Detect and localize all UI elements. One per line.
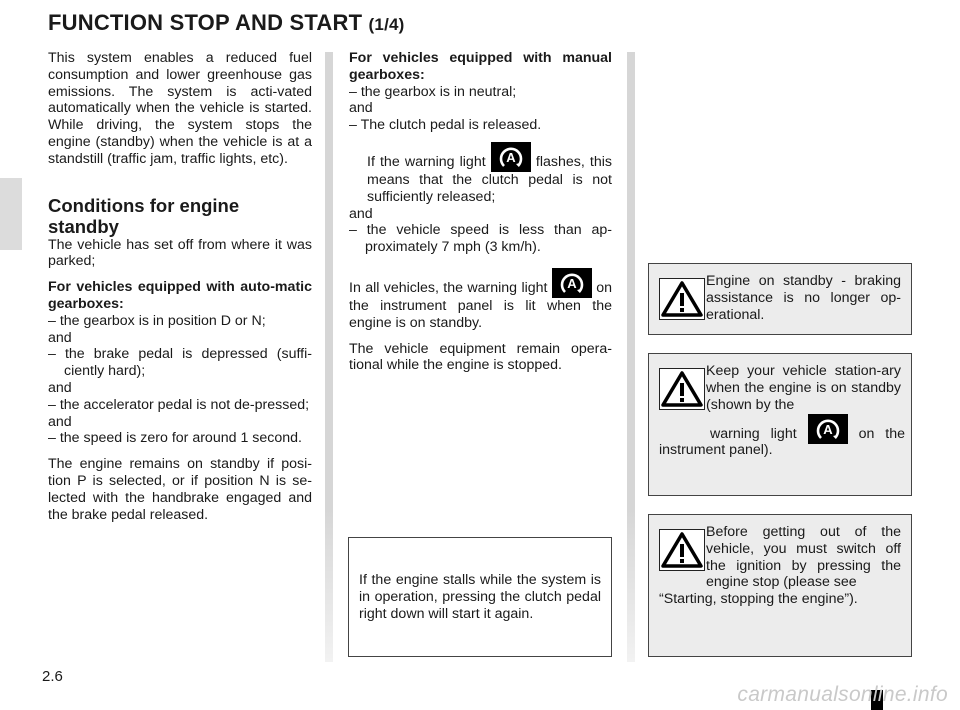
page-title [48, 10, 405, 36]
warning-box-ignition [648, 514, 912, 657]
auto-condition-3: – the accelerator pedal is not de-pressed; [48, 396, 310, 413]
warning-triangle-icon [659, 278, 705, 320]
warning-box-stationary [648, 353, 912, 496]
svg-text:A: A [506, 149, 516, 165]
warning-text-end: instrument panel). [659, 442, 773, 458]
title-text: FUNCTION STOP AND START [48, 10, 363, 35]
column-divider-right [627, 52, 635, 662]
auto-condition-2: – the brake pedal is depressed (suffi-ciently hard); [48, 346, 312, 380]
auto-condition-1: – the gearbox is in position D or N; [48, 312, 266, 329]
warning-triangle-icon [659, 529, 705, 571]
clutch-warning-paragraph [349, 142, 612, 206]
svg-text:A: A [567, 275, 577, 291]
all-vehicles-text-pre: In all vehicles, the warning light [349, 279, 548, 296]
manual-condition-1: – the gearbox is in neutral; [349, 83, 517, 100]
warning-text-ignition: Before getting out of the vehicle, you must switch off the ignition by pressing the engine stop (please see [706, 524, 901, 591]
and-text: and [48, 413, 72, 430]
stall-note-box [348, 537, 612, 657]
watermark: carmanualsonline.info [737, 683, 948, 706]
intro-paragraph: This system enables a reduced fuel consumption and lower greenhouse gas emissions. The system is acti-vated automatically when the vehicle is started. While driving, the system stops the engine (standby) when the vehicle is at a standstill (traffic jam, traffic lights, etc). [48, 50, 312, 167]
warning-text-braking: Engine on standby - braking assistance is no longer op-erational. [706, 273, 901, 323]
auto-stop-a-icon [491, 142, 531, 172]
warning-triangle-icon [659, 368, 705, 410]
left-column [48, 50, 312, 523]
warning-light-text-post: flashes, this means that the clutch pedal is not sufficiently released; [367, 153, 612, 205]
warning-text-ignition-end: “Starting, stopping the engine”). [659, 591, 858, 607]
warning-text-stationary: Keep your vehicle station-ary when the engine is on standby (shown by the [706, 363, 901, 413]
title-part: (1/4) [368, 15, 405, 34]
all-vehicles-text-post: on the instrument panel is lit when the engine is on standby. [349, 279, 612, 331]
page-number: 2.6 [42, 668, 63, 685]
column-divider-left [325, 52, 333, 662]
section-tab [0, 178, 22, 250]
middle-column [349, 50, 612, 374]
standby-note: The engine remains on standby if posi-tion P is selected, or if position N is se-lected with the handbrake engaged and the brake pedal released. [48, 456, 312, 523]
and-text: and [48, 379, 72, 396]
equipment-paragraph: The vehicle equipment remain opera-tional while the engine is stopped. [349, 340, 612, 374]
all-vehicles-paragraph [349, 268, 612, 332]
auto-condition-4: – the speed is zero for around 1 second. [48, 430, 302, 447]
and-text: and [349, 100, 373, 117]
warning-light-text-pre: If the warning light [367, 153, 486, 170]
warning-box-braking [648, 263, 912, 335]
manual-condition-2: – The clutch pedal is released. [349, 117, 542, 134]
warning-light-line-pre: warning light [710, 426, 797, 442]
and-text: and [48, 329, 72, 346]
manual-gearbox-title: For vehicles equipped with manual gearboxes: [349, 50, 612, 83]
auto-stop-a-icon [552, 268, 592, 298]
and-text: and [349, 205, 373, 222]
auto-stop-a-icon [808, 414, 848, 444]
auto-gearbox-title: For vehicles equipped with auto-matic gearboxes: [48, 279, 312, 312]
set-off-paragraph: The vehicle has set off from where it was parked; [48, 236, 312, 270]
manual-condition-3: – the vehicle speed is less than ap-proximately 7 mph (3 km/h). [349, 222, 612, 256]
svg-text:A: A [822, 422, 833, 437]
section-heading: Conditions for engine standby [48, 194, 240, 237]
warning-light-line [710, 414, 905, 444]
stall-note-text: If the engine stalls while the system is in operation, pressing the clutch pedal right down will start it again. [359, 572, 601, 622]
warning-light-line-post: on the [858, 426, 906, 442]
